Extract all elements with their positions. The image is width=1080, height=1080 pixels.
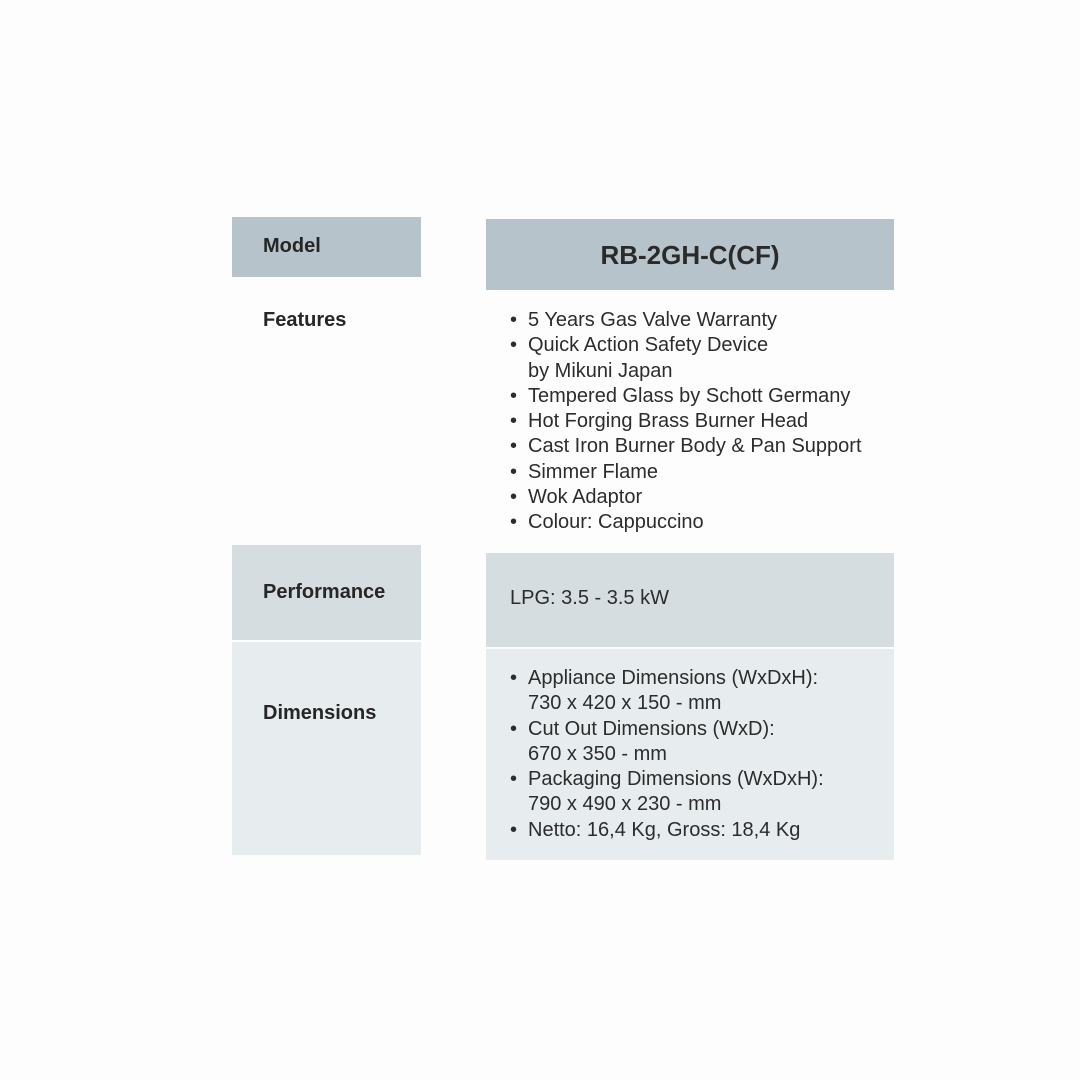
features-item [510,409,894,434]
features-item [510,460,894,485]
features-item-line: • Cast Iron Burner Body & Pan Support [528,435,862,458]
features-item-line: • Simmer Flame [528,460,659,483]
features-item-line: • Quick Action Safety Device [528,334,769,357]
dimensions-item [510,818,894,843]
features-item [510,434,894,459]
dimensions-value [486,649,894,860]
dimensions-item-line: 790 x 490 x 230 - mm [528,793,722,816]
features-item-line: • Tempered Glass by Schott Germany [528,384,851,407]
features-list [486,308,894,536]
model-value: RB-2GH-C(CF) [486,219,894,290]
dimensions-item [510,717,894,768]
features-item [510,308,894,333]
features-item-line: • Colour: Cappuccino [528,511,704,534]
dimensions-item [510,666,894,717]
features-item-line: • Wok Adaptor [528,486,643,509]
features-item-line: by Mikuni Japan [528,359,673,382]
performance-value: LPG: 3.5 - 3.5 kW [486,553,894,647]
features-item [510,333,894,384]
features-label: Features [232,277,421,545]
dimensions-item-line: • Packaging Dimensions (WxDxH): [528,768,824,791]
dimensions-item-line: • Appliance Dimensions (WxDxH): [528,667,819,689]
dimensions-item-line: 730 x 420 x 150 - mm [528,692,722,715]
dimensions-list [486,666,894,843]
features-item [510,510,894,535]
features-value [486,290,894,552]
dimensions-item-line: 670 x 350 - mm [528,742,667,765]
features-item [510,384,894,409]
model-label: Model [232,217,421,277]
dimensions-item-line: • Cut Out Dimensions (WxD): [528,717,775,740]
dimensions-label: Dimensions [232,642,421,855]
dimensions-item [510,767,894,818]
performance-label: Performance [232,545,421,640]
features-item-line: • 5 Years Gas Valve Warranty [528,309,778,331]
features-item [510,485,894,510]
features-item-line: • Hot Forging Brass Burner Head [528,410,809,433]
dimensions-item-line: • Netto: 16,4 Kg, Gross: 18,4 Kg [528,818,801,841]
